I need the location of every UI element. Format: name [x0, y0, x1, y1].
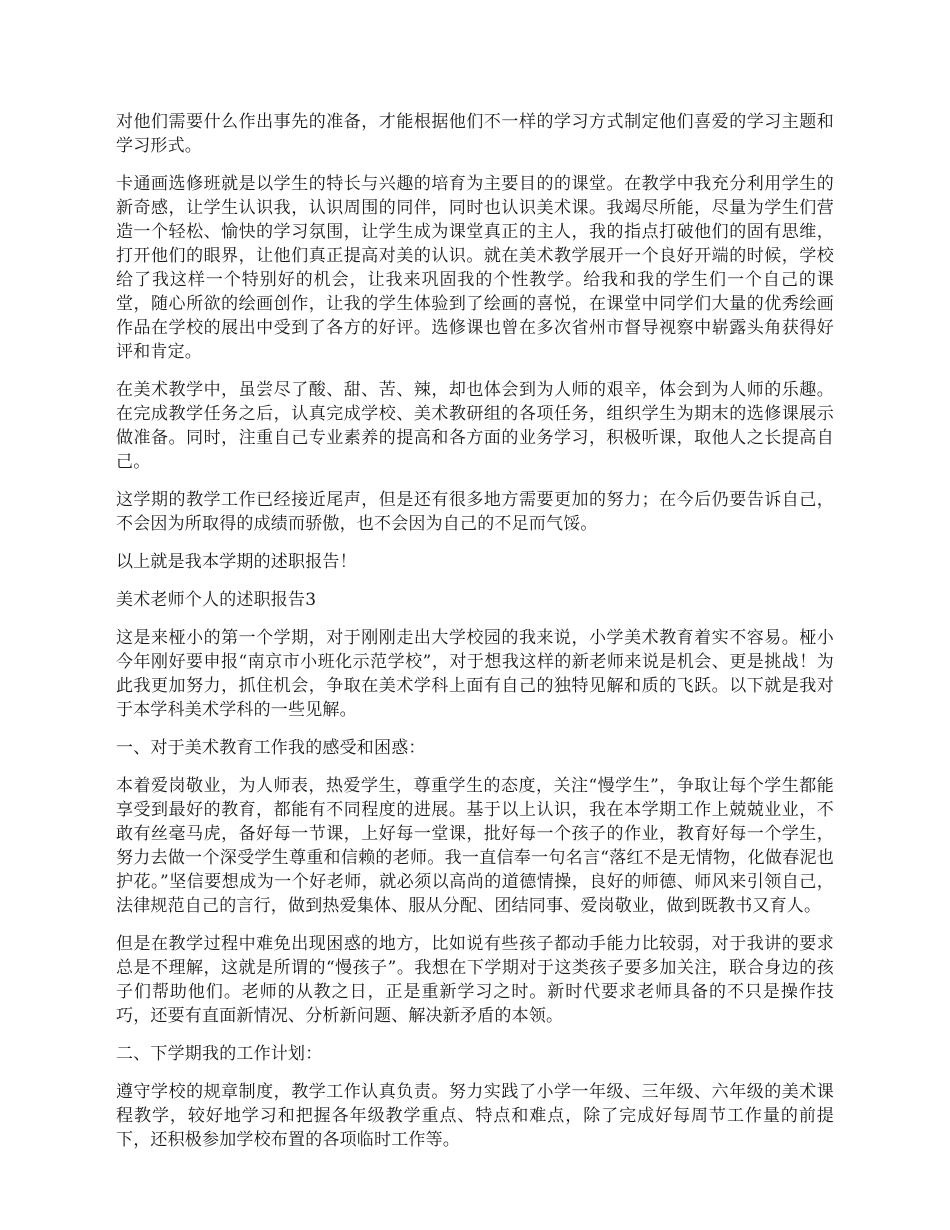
- paragraph-intro-continuation: 对他们需要什么作出事先的准备，才能根据他们不一样的学习方式制定他们喜爱的学习主题和学习形式。: [116, 112, 834, 156]
- paragraph-first-semester: 这是来桠小的第一个学期，对于刚刚走出大学校园的我来说，小学美术教育着实不容易。桠小今年刚好要申报“南京市小班化示范学校”，对于想我这样的新老师来说是机会、更是挑战！为此我更加努力，抓住机会，争取在美术学科上面有自己的独特见解和质的飞跃。以下就是我对于本学科美术学科的一些见解。: [116, 628, 834, 720]
- paragraph-report-closing: 以上就是我本学期的述职报告！: [116, 552, 357, 572]
- paragraph-rules: 遵守学校的规章制度，教学工作认真负责。努力实践了小学一年级、三年级、六年级的美术课程教学，较好地学习和把握各年级教学重点、特点和难点，除了完成好每周节工作量的前提下，还积极参加学校布置的各项临时工作等。: [116, 1082, 834, 1150]
- paragraph-dedication: 本着爱岗敬业，为人师表，热爱学生，尊重学生的态度，关注“慢学生”，争取让每个学生都能享受到最好的教育，都能有不同程度的进展。基于以上认识，我在本学期工作上兢兢业业，不敢有丝毫马虎，备好每一节课，上好每一堂课，批好每一个孩子的作业，教育好每一个学生，努力去做一个深受学生尊重和信赖的老师。我一直信奉一句名言“落红不是无情物，化做春泥也护花。”坚信要想成为一个好老师，就必须以高尚的道德情操，良好的师德、师风来引领自己，法律规范自己的言行，做到热爱集体、服从分配、团结同事、爱岗敬业，做到既教书又育人。: [116, 776, 834, 916]
- paragraph-semester-end: 这学期的教学工作已经接近尾声，但是还有很多地方需要更加的努力；在今后仍要告诉自己，不会因为所取得的成绩而骄傲，也不会因为自己的不足而气馁。: [116, 490, 834, 534]
- paragraph-difficulties: 但是在教学过程中难免出现困惑的地方，比如说有些孩子都动手能力比较弱，对于我讲的要求总是不理解，这就是所谓的“慢孩子”。我想在下学期对于这类孩子要多加关注，联合身边的孩子们帮助他们。老师的从教之日，正是重新学习之时。新时代要求老师具备的不只是操作技巧，还要有直面新情况、分析新问题、解决新矛盾的本领。: [116, 934, 834, 1026]
- paragraph-art-teaching: 在美术教学中，虽尝尽了酸、甜、苦、辣，却也体会到为人师的艰辛，体会到为人师的乐趣。在完成教学任务之后，认真完成学校、美术教研组的各项任务，组织学生为期末的选修课展示做准备。同时，注重自己专业素养的提高和各方面的业务学习，积极听课，取他人之长提高自己。: [116, 380, 834, 472]
- paragraph-cartoon-class: 卡通画选修班就是以学生的特长与兴趣的培育为主要目的的课堂。在教学中我充分利用学生的新奇感，让学生认识我，认识周围的同伴，同时也认识美术课。我竭尽所能，尽量为学生们营造一个轻松、愉快的学习氛围，让学生成为课堂真正的主人，我的指点打破他们的固有思维，打开他们的眼界，让他们真正提高对美的认识。就在美术教学展开一个良好开端的时候，学校给了我这样一个特别好的机会，让我来巩固我的个性教学。给我和我的学生们一个自己的课堂，随心所欲的绘画创作，让我的学生体验到了绘画的喜悦，在课堂中同学们大量的优秀绘画作品在学校的展出中受到了各方的好评。选修课也曾在多次省州市督导视察中崭露头角获得好评和肯定。: [116, 174, 834, 362]
- section-heading-plan: 二、下学期我的工作计划：: [116, 1044, 323, 1064]
- section-title-report-3: 美术老师个人的述职报告3: [116, 590, 317, 610]
- section-heading-feelings: 一、对于美术教育工作我的感受和困惑：: [116, 738, 426, 758]
